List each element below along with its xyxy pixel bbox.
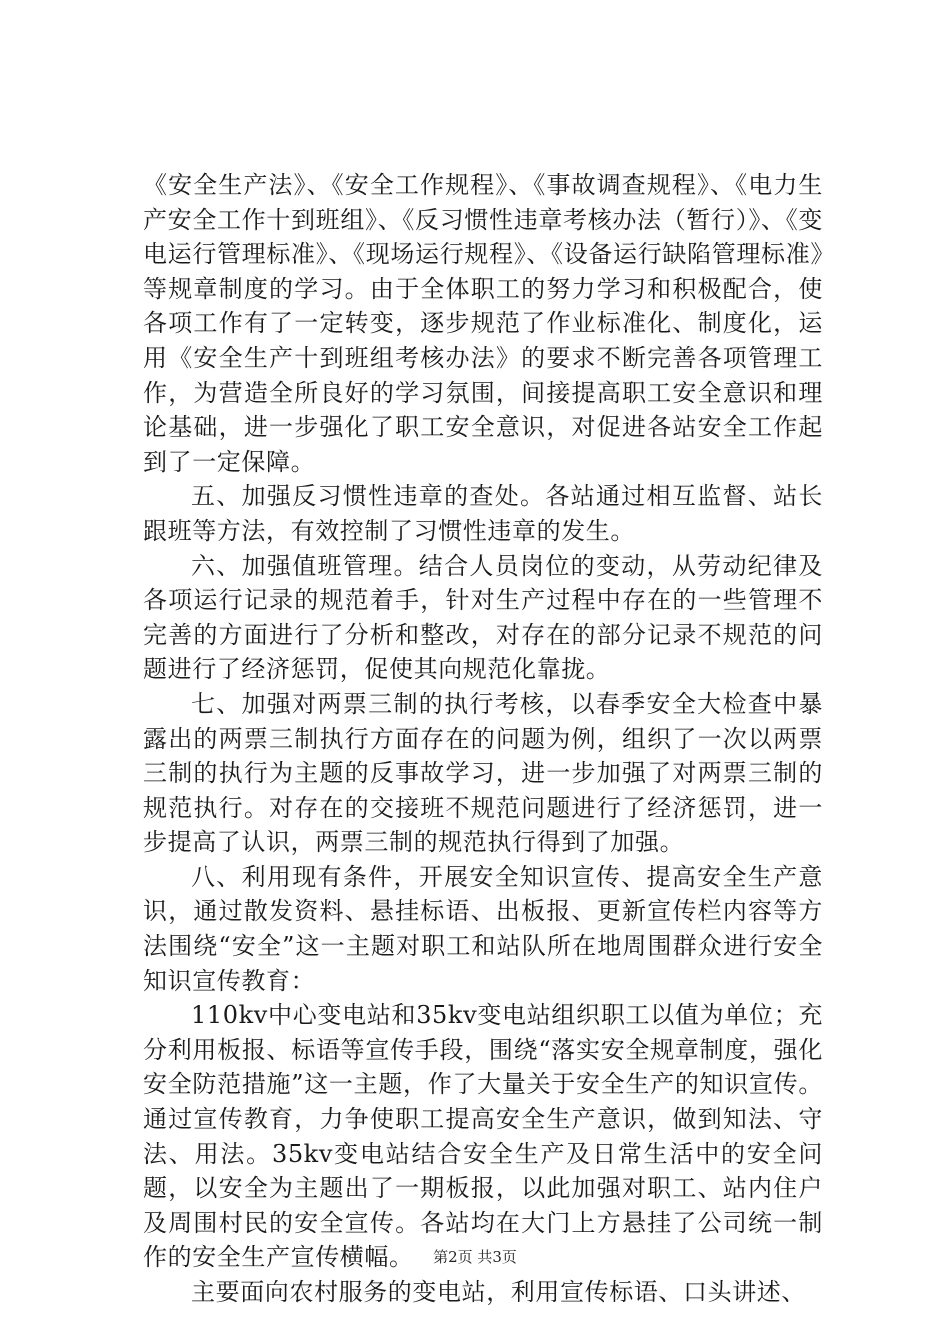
paragraph-item-five: 五、加强反习惯性违章的查处。各站通过相互监督、站长跟班等方法，有效控制了习惯性违章的发生。	[143, 482, 823, 545]
paragraph-item-eight: 八、利用现有条件，开展安全知识宣传、提高安全生产意识，通过散发资料、悬挂标语、出板报、更新宣传栏内容等方法围绕“安全”这一主题对职工和站队所在地周围群众进行安全知识宣传教育：	[143, 862, 823, 995]
paragraph-item-six: 六、加强值班管理。结合人员岗位的变动，从劳动纪律及各项运行记录的规范着手，针对生产过程中存在的一些管理不完善的方面进行了分析和整改，对存在的部分记录不规范的问题进行了经济惩罚，促使其向规范化靠拢。	[143, 551, 823, 684]
paragraph-rural-substation: 主要面向农村服务的变电站，利用宣传标语、口头讲述、	[191, 1278, 806, 1306]
paragraph-item-seven: 七、加强对两票三制的执行考核，以春季安全大检查中暴露出的两票三制执行方面存在的问题为例，组织了一次以两票三制的执行为主题的反事故学习，进一步加强了对两票三制的规范执行。对存在的交接班不规范问题进行了经济惩罚，进一步提高了认识，两票三制的规范执行得到了加强。	[143, 689, 823, 857]
page-number-footer: 第2页 共3页	[433, 1248, 517, 1266]
paragraph-regulations-study: 《安全生产法》、《安全工作规程》、《事故调查规程》、《电力生产安全工作十到班组》、《反习惯性违章考核办法（暂行）》、《变电运行管理标准》、《现场运行规程》、《设备运行缺陷管理标准》等规章制度的学习。由于全体职工的努力学习和积极配合，使各项工作有了一定转变，逐步规范了作业标准化、制度化，运用《安全生产十到班组考核办法》的要求不断完善各项管理工作，为营造全所良好的学习氛围，间接提高职工安全意识和理论基础，进一步强化了职工安全意识，对促进各站安全工作起到了一定保障。	[143, 171, 823, 476]
paragraph-substation-publicity: 110kv中心变电站和35kv变电站组织职工以值为单位；充分利用板报、标语等宣传手段，围绕“落实安全规章制度，强化安全防范措施”这一主题，作了大量关于安全生产的知识宣传。通过宣传教育，力争使职工提高安全生产意识，做到知法、守法、用法。35kv变电站结合安全生产及日常生活中的安全问题，以安全为主题出了一期板报，以此加强对职工、站内住户及周围村民的安全宣传。各站均在大门上方悬挂了公司统一制作的安全生产宣传横幅。	[143, 1001, 823, 1272]
document-body	[143, 168, 823, 1310]
